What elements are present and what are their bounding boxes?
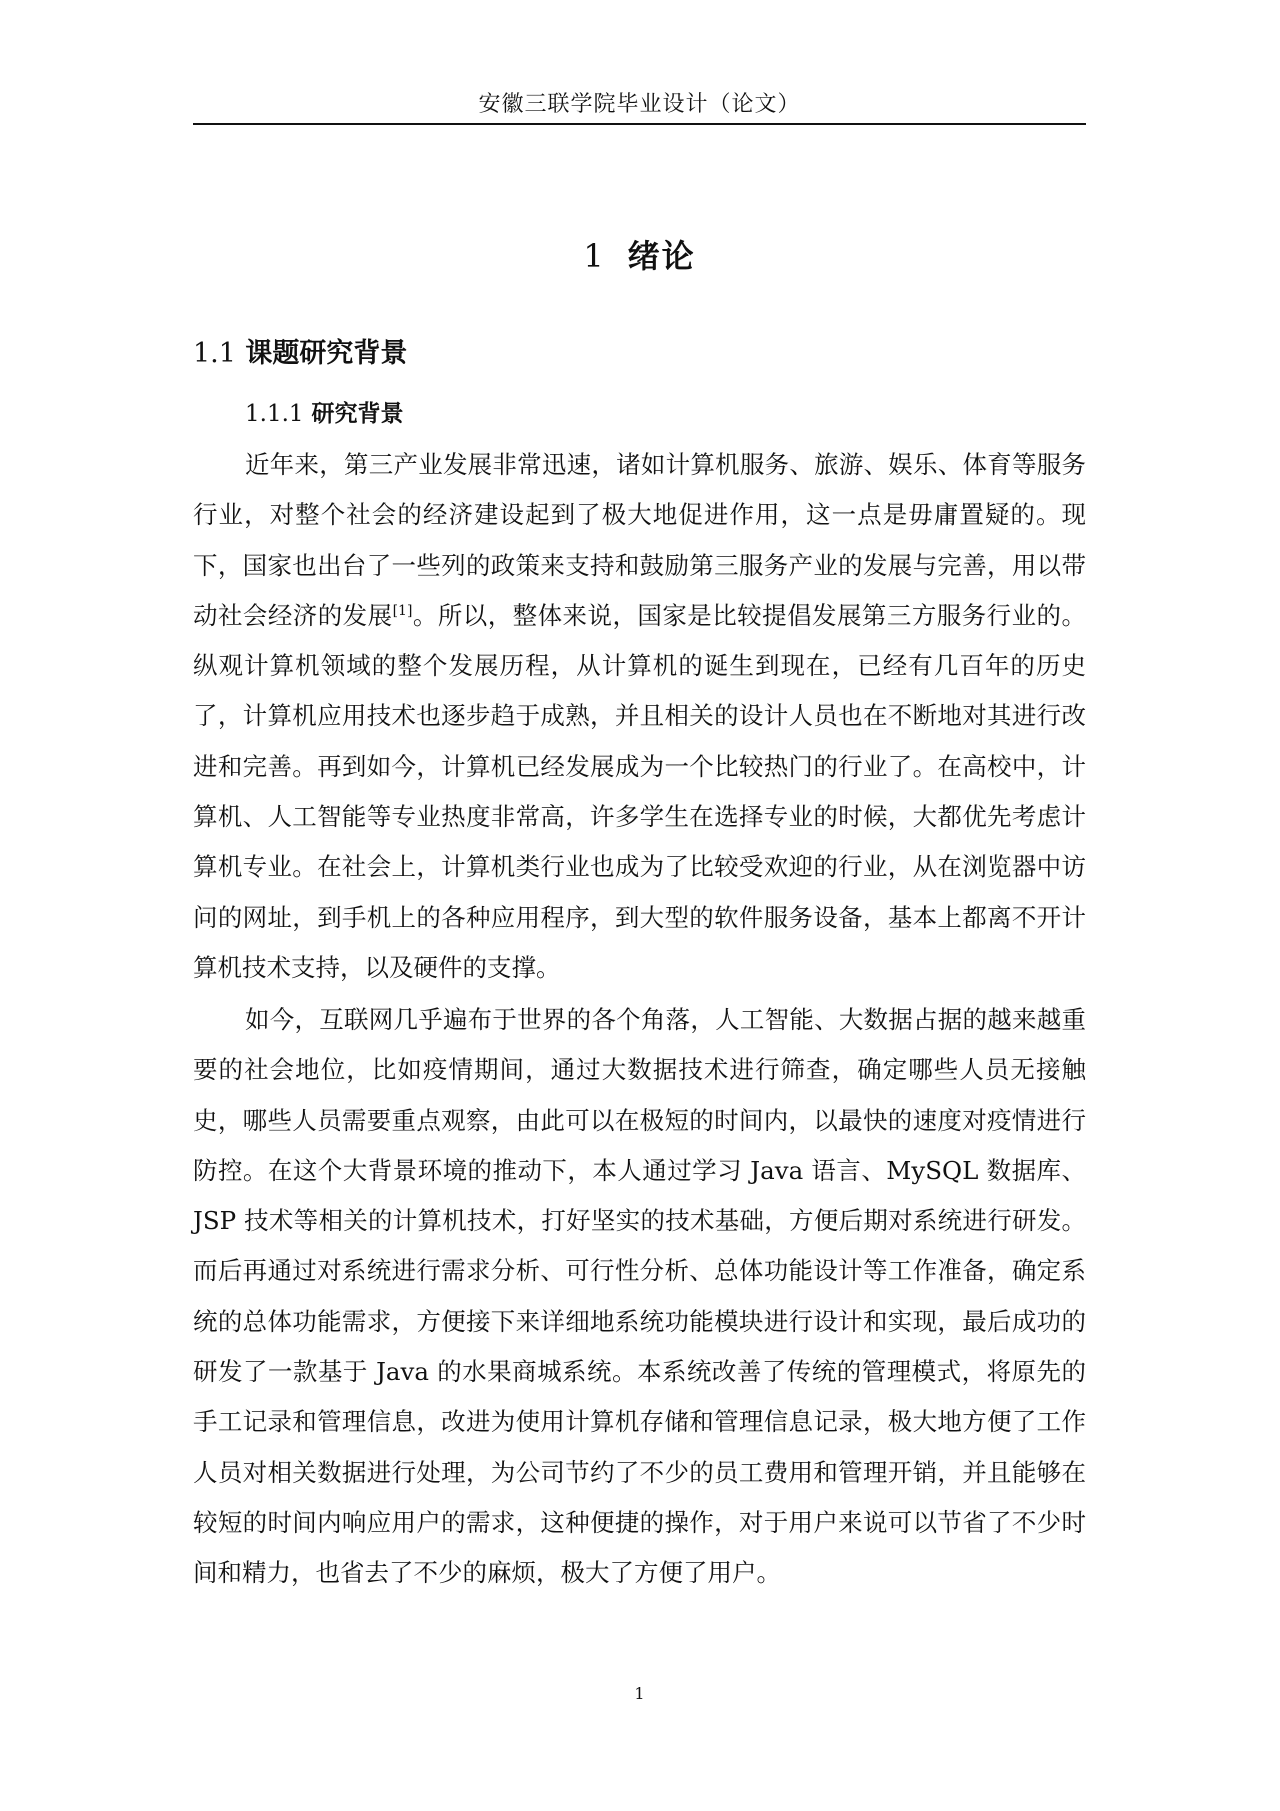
citation-reference: [1] [392,602,413,619]
section-title-text: 课题研究背景 [245,338,408,369]
paragraph-text: 近年来，第三产业发展非常迅速，诸如计算机服务、旅游、娱乐、体育等服务行业，对整个社会的经济建设起到了极大地促进作用，这一点是毋庸置疑的。现下，国家也出台了一些列的政策来支持和鼓励第三服务产业的发展与完善，用以带动社会经济的发展 [193,450,1086,630]
subsection-number: 1.1.1 [245,401,304,427]
chapter-number: 1 [583,237,606,275]
header-rule [193,123,1086,125]
page-number: 1 [634,1684,645,1703]
chapter-title [193,232,1086,280]
chapter-title-text: 绪论 [627,237,696,275]
paragraph-text: 。所以，整体来说，国家是比较提倡发展第三方服务行业的。纵观计算机领域的整个发展历程，从计算机的诞生到现在，已经有几百年的历史了，计算机应用技术也逐步趋于成熟，并且相关的设计人员也在不断地对其进行改进和完善。再到如今，计算机已经发展成为一个比较热门的行业了。在高校中，计算机、人工智能等专业热度非常高，许多学生在选择专业的时候，大都优先考虑计算机专业。在社会上，计算机类行业也成为了比较受欢迎的行业，从在浏览器中访问的网址，到手机上的各种应用程序，到大型的软件服务设备，基本上都离不开计算机技术支持，以及硬件的支撑。 [193,600,1086,982]
subsection-title-text: 研究背景 [311,400,404,427]
body-paragraph [193,440,1086,993]
subsection-heading [245,396,404,432]
section-number: 1.1 [193,338,236,369]
running-header: 安徽三联学院毕业设计（论文） [478,92,801,117]
body-paragraph: 如今，互联网几乎遍布于世界的各个角落，人工智能、大数据占据的越来越重要的社会地位，比如疫情期间，通过大数据技术进行筛查，确定哪些人员无接触史，哪些人员需要重点观察，由此可以在极短的时间内，以最快的速度对疫情进行防控。在这个大背景环境的推动下，本人通过学习 Java 语言、MySQL 数据库、JSP 技术等相关的计算机技术，打好坚实的技术基础，方便后期对系统进行研发。而后再通过对系统进行需求分析、可行性分析、总体功能设计等工作准备，确定系统的总体功能需求，方便接下来详细地系统功能模块进行设计和实现，最后成功的研发了一款基于 Java 的水果商城系统。本系统改善了传统的管理模式，将原先的手工记录和管理信息，改进为使用计算机存储和管理信息记录，极大地方便了工作人员对相关数据进行处理，为公司节约了不少的员工费用和管理开销，并且能够在较短的时间内响应用户的需求，这种便捷的操作，对于用户来说可以节省了不少时间和精力，也省去了不少的麻烦，极大了方便了用户。 [193,1005,1086,1588]
section-heading [193,334,407,374]
